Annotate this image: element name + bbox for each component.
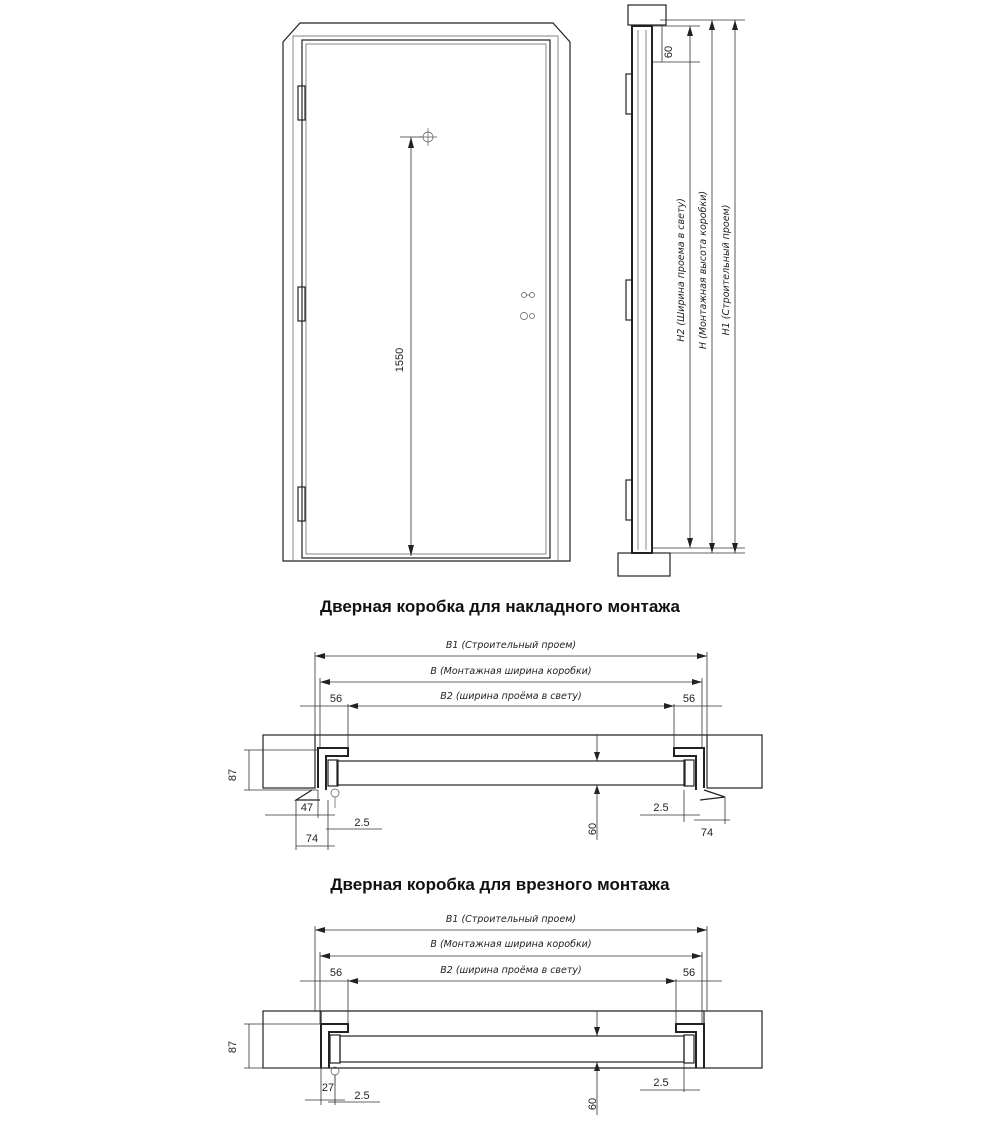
wall-top bbox=[628, 5, 666, 25]
b1-label: B1 (Строительный проем) bbox=[445, 640, 577, 651]
right-frame-profile bbox=[674, 748, 704, 790]
insert-dim-2-5-right-label: 2.5 bbox=[653, 1077, 669, 1089]
door-leaf-inner bbox=[306, 44, 546, 554]
right-trim bbox=[700, 790, 725, 800]
door-leaf bbox=[302, 40, 550, 558]
right-56-label: 56 bbox=[682, 693, 696, 705]
h-label: H (Монтажная высота коробки) bbox=[698, 190, 709, 350]
side-view bbox=[618, 5, 745, 576]
insert-b1-label: B1 (Строительный проем) bbox=[445, 914, 577, 925]
dim-2-5-right-label: 2.5 bbox=[653, 802, 669, 814]
insert-dim-2-5-left-label: 2.5 bbox=[354, 1090, 370, 1102]
door-frame-outer bbox=[283, 23, 570, 561]
left-trim bbox=[296, 790, 320, 800]
front-view bbox=[283, 23, 570, 561]
insert-dim-27-label: 27 bbox=[321, 1082, 335, 1094]
h2-label: H2 (Ширина проема в свету) bbox=[676, 198, 687, 342]
handle-height-label: 1550 bbox=[394, 347, 406, 373]
dim-74-left-label: 74 bbox=[305, 833, 319, 845]
h1-label: H1 (Строительный проем) bbox=[721, 204, 732, 336]
insert-mount-section bbox=[227, 914, 762, 1115]
insert-dim-60-label: 60 bbox=[587, 1097, 599, 1111]
insert-mount-title: Дверная коробка для врезного монтажа bbox=[330, 875, 670, 894]
insert-depth-87-label: 87 bbox=[227, 1040, 239, 1054]
overlay-mount-title: Дверная коробка для накладного монтажа bbox=[320, 597, 680, 616]
right-wall-stone bbox=[707, 735, 762, 788]
insert-right-wall-stone bbox=[704, 1011, 762, 1068]
overlay-mount-section bbox=[227, 640, 762, 850]
dim-2-5-left-label: 2.5 bbox=[354, 817, 370, 829]
b-label: B (Монтажная ширина коробки) bbox=[430, 666, 592, 677]
insert-left-seal bbox=[330, 1035, 340, 1063]
left-wall-stone bbox=[263, 735, 315, 788]
side-gap-label: 60 bbox=[663, 45, 675, 59]
left-56-label: 56 bbox=[329, 693, 343, 705]
lock-icon bbox=[521, 293, 535, 320]
depth-87-label: 87 bbox=[227, 768, 239, 782]
floor-slab bbox=[618, 553, 670, 576]
b2-label: B2 (ширина проёма в свету) bbox=[440, 691, 582, 702]
left-frame-profile bbox=[318, 748, 348, 790]
handle-knob-icon bbox=[331, 789, 339, 797]
insert-b-label: B (Монтажная ширина коробки) bbox=[430, 939, 592, 950]
door-frame-inner-line bbox=[293, 36, 558, 561]
dim-74-right-label: 74 bbox=[700, 827, 714, 839]
insert-door-leaf-section bbox=[340, 1036, 684, 1062]
insert-left-wall-stone bbox=[263, 1011, 321, 1068]
insert-right-seal bbox=[684, 1035, 694, 1063]
dim-60-label: 60 bbox=[587, 822, 599, 836]
door-leaf-section bbox=[337, 761, 685, 785]
side-frame-profile bbox=[632, 26, 652, 553]
insert-b2-label: B2 (ширина проёма в свету) bbox=[440, 965, 582, 976]
insert-left-56-label: 56 bbox=[329, 967, 343, 979]
dim-47-label: 47 bbox=[300, 802, 314, 814]
insert-right-56-label: 56 bbox=[682, 967, 696, 979]
